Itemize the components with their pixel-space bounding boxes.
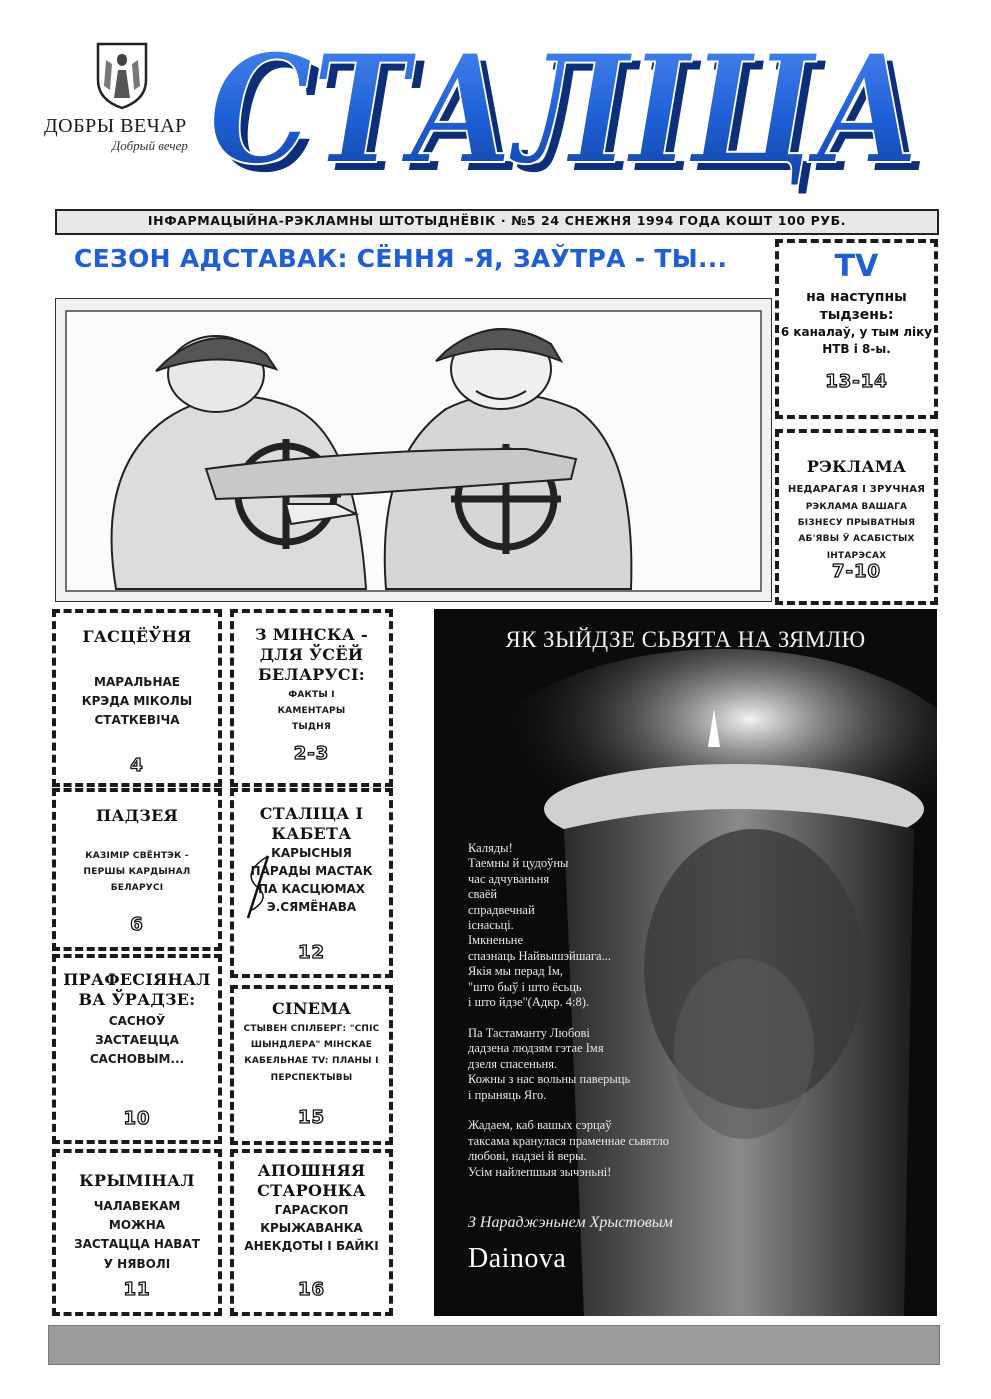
poem-line: Жадаем, каб вашых сэрцаў [468, 1118, 612, 1133]
advertising-line1: НЕДАРАГАЯ І ЗРУЧНАЯ [787, 484, 926, 495]
cartoon-drawing [56, 299, 771, 601]
christmas-advertisement [434, 609, 937, 1316]
section-title: CINEMA [272, 999, 351, 1018]
info-bar [55, 209, 939, 235]
poem-line [468, 1010, 708, 1025]
poem-line: Якія мы перад Ім, [468, 964, 563, 979]
section-page-number: 11 [123, 1279, 151, 1300]
section-text: САСНОЎ ЗАСТАЕЦЦА САСНОВЫМ... [89, 1014, 185, 1067]
advertising-box [775, 429, 938, 605]
poem-line: спрадвечнай [468, 902, 535, 917]
section-title: ГАСЦЁЎНЯ [82, 627, 192, 646]
tv-title: TV [834, 249, 879, 284]
supplement-subtitle: Добрый вечер [112, 138, 188, 153]
section-page-number: 15 [297, 1107, 326, 1128]
section-box [230, 609, 393, 787]
section-title: ПАДЗЕЯ [95, 806, 178, 825]
cartoon-illustration [55, 298, 772, 602]
tv-line1: на наступны тыдзень: [806, 289, 907, 324]
poem-line: Усім найлепшыя зычэньні! [468, 1164, 612, 1179]
section-page-number: 10 [123, 1108, 151, 1129]
section-box [230, 788, 393, 978]
ad-title: ЯК ЗЫЙДЗЕ СЬВЯТА НА ЗЯМЛЮ [505, 627, 866, 652]
tv-box [775, 239, 938, 419]
poem-line: і што йдзе"(Адкр. 4:8). [468, 995, 590, 1010]
poem-line: дзеля спасеньня. [468, 1056, 558, 1071]
advertising-pages: 7-10 [831, 561, 882, 582]
section-box [52, 1149, 222, 1316]
section-text: КАРЫСНЫЯ ПАРАДЫ МАСТАК ПА КАСЦЮМАХ Э.СЯМЁНАВА [250, 846, 373, 914]
section-page-number: 6 [130, 914, 144, 935]
section-box [52, 609, 222, 787]
section-page-number: 12 [297, 942, 326, 963]
section-text: ГАРАСКОП КРЫЖАВАНКА АНЕКДОТЫ І БАЙКІ [244, 1203, 379, 1253]
poem-line: "што быў і што ёсьць [468, 979, 582, 994]
section-title: КРЫМІНАЛ [79, 1171, 195, 1190]
section-box [230, 1149, 393, 1316]
main-headline: СЕЗОН АДСТАВАК: СЁННЯ -Я, ЗАЎТРА - ТЫ... [74, 244, 728, 273]
ad-brand: Dainova [468, 1243, 567, 1274]
section-page-number: 4 [130, 755, 144, 776]
ad-poem [468, 841, 708, 1180]
poem-line [468, 1103, 708, 1118]
poem-line: спазнаць Найвышэйшага... [468, 948, 611, 963]
poem-line: Каляды! [468, 841, 513, 855]
poem-line: любові, надзеі й веры. [468, 1149, 587, 1164]
title-text: СТАЛІЦА [209, 38, 921, 198]
tv-line2: 6 каналаў, у тым ліку НТВ і 8-ы. [780, 325, 933, 357]
section-page-number: 16 [297, 1279, 326, 1300]
section-title: СТАЛІЦА І КАБЕТА [259, 804, 364, 843]
section-title: АПОШНЯЯ СТАРОНКА [257, 1161, 366, 1200]
advertising-line2: РЭКЛАМА ВАШАГА БІЗНЕСУ ПРЫВАТНЫЯ АБ'ЯВЫ Ў АСАБІСТЫХ ІНТАРЭСАХ [797, 502, 916, 561]
poem-line: час адчуваньня [468, 871, 550, 886]
section-box [52, 954, 222, 1144]
ad-greeting: З Нараджэньнем Хрыстовым [468, 1214, 673, 1231]
poem-line: Па Тастаманту Любові [468, 1025, 590, 1040]
advertising-title: РЭКЛАМА [806, 457, 907, 476]
poem-line: таксама кранулася праменнае сьвятло [468, 1133, 670, 1148]
poem-line: існасьці. [468, 918, 514, 933]
poem-line: і прыняць Яго. [468, 1087, 547, 1102]
section-box [52, 788, 222, 951]
issue-info: ІНФАРМАЦЫЙНА-РЭКЛАМНЫ ШТОТЫДНЁВІК · №5 24 СНЕЖНЯ 1994 ГОДА КОШТ 100 РУБ. [147, 213, 847, 228]
section-box [230, 985, 393, 1145]
section-text: КАЗІМІР СВЁНТЭК - ПЕРШЫ КАРДЫНАЛ БЕЛАРУСІ [83, 851, 191, 894]
poem-line: Кожны з нас вольны паверыць [468, 1072, 631, 1087]
city-coat-of-arms-icon [92, 40, 152, 110]
section-title: ПРАФЕСІЯНАЛ ВА ЎРАДЗЕ: [63, 970, 211, 1009]
poem-line: Таемны й цудоўны [468, 856, 569, 871]
section-title: З МІНСКА - ДЛЯ ЎСЁЙ БЕЛАРУСІ: [255, 625, 368, 684]
section-text: МАРАЛЬНАЕ КРЭДА МІКОЛЫ СТАТКЕВІЧА [81, 675, 193, 728]
poem-line: Імкненьне [468, 933, 524, 948]
needle-thread-icon [238, 852, 278, 922]
section-page-number: 2-3 [293, 743, 330, 764]
newspaper-title-logo [203, 38, 943, 198]
poem-line: дадзена людзям гэтае Імя [468, 1041, 604, 1056]
section-text: ЧАЛАВЕКАМ МОЖНА ЗАСТАЦЦА НАВАТ У НЯВОЛІ [74, 1199, 200, 1271]
poem-line: сваёй [468, 887, 498, 902]
section-text: ФАКТЫ І КАМЕНТАРЫ ТЫДНЯ [277, 690, 346, 733]
section-text: СТЫВЕН СПІЛБЕРГ: "СПІС ШЫНДЛЕРА" МІНСКАЕ КАБЕЛЬНАЕ TV: ПЛАНЫ І ПЕРСПЕКТЫВЫ [243, 1024, 380, 1083]
title-shadow: СТАЛІЦА [217, 38, 929, 198]
supplement-name: ДОБРЫ ВЕЧАР [44, 115, 187, 137]
tv-pages: 13-14 [825, 371, 888, 392]
bottom-strip [48, 1325, 940, 1365]
